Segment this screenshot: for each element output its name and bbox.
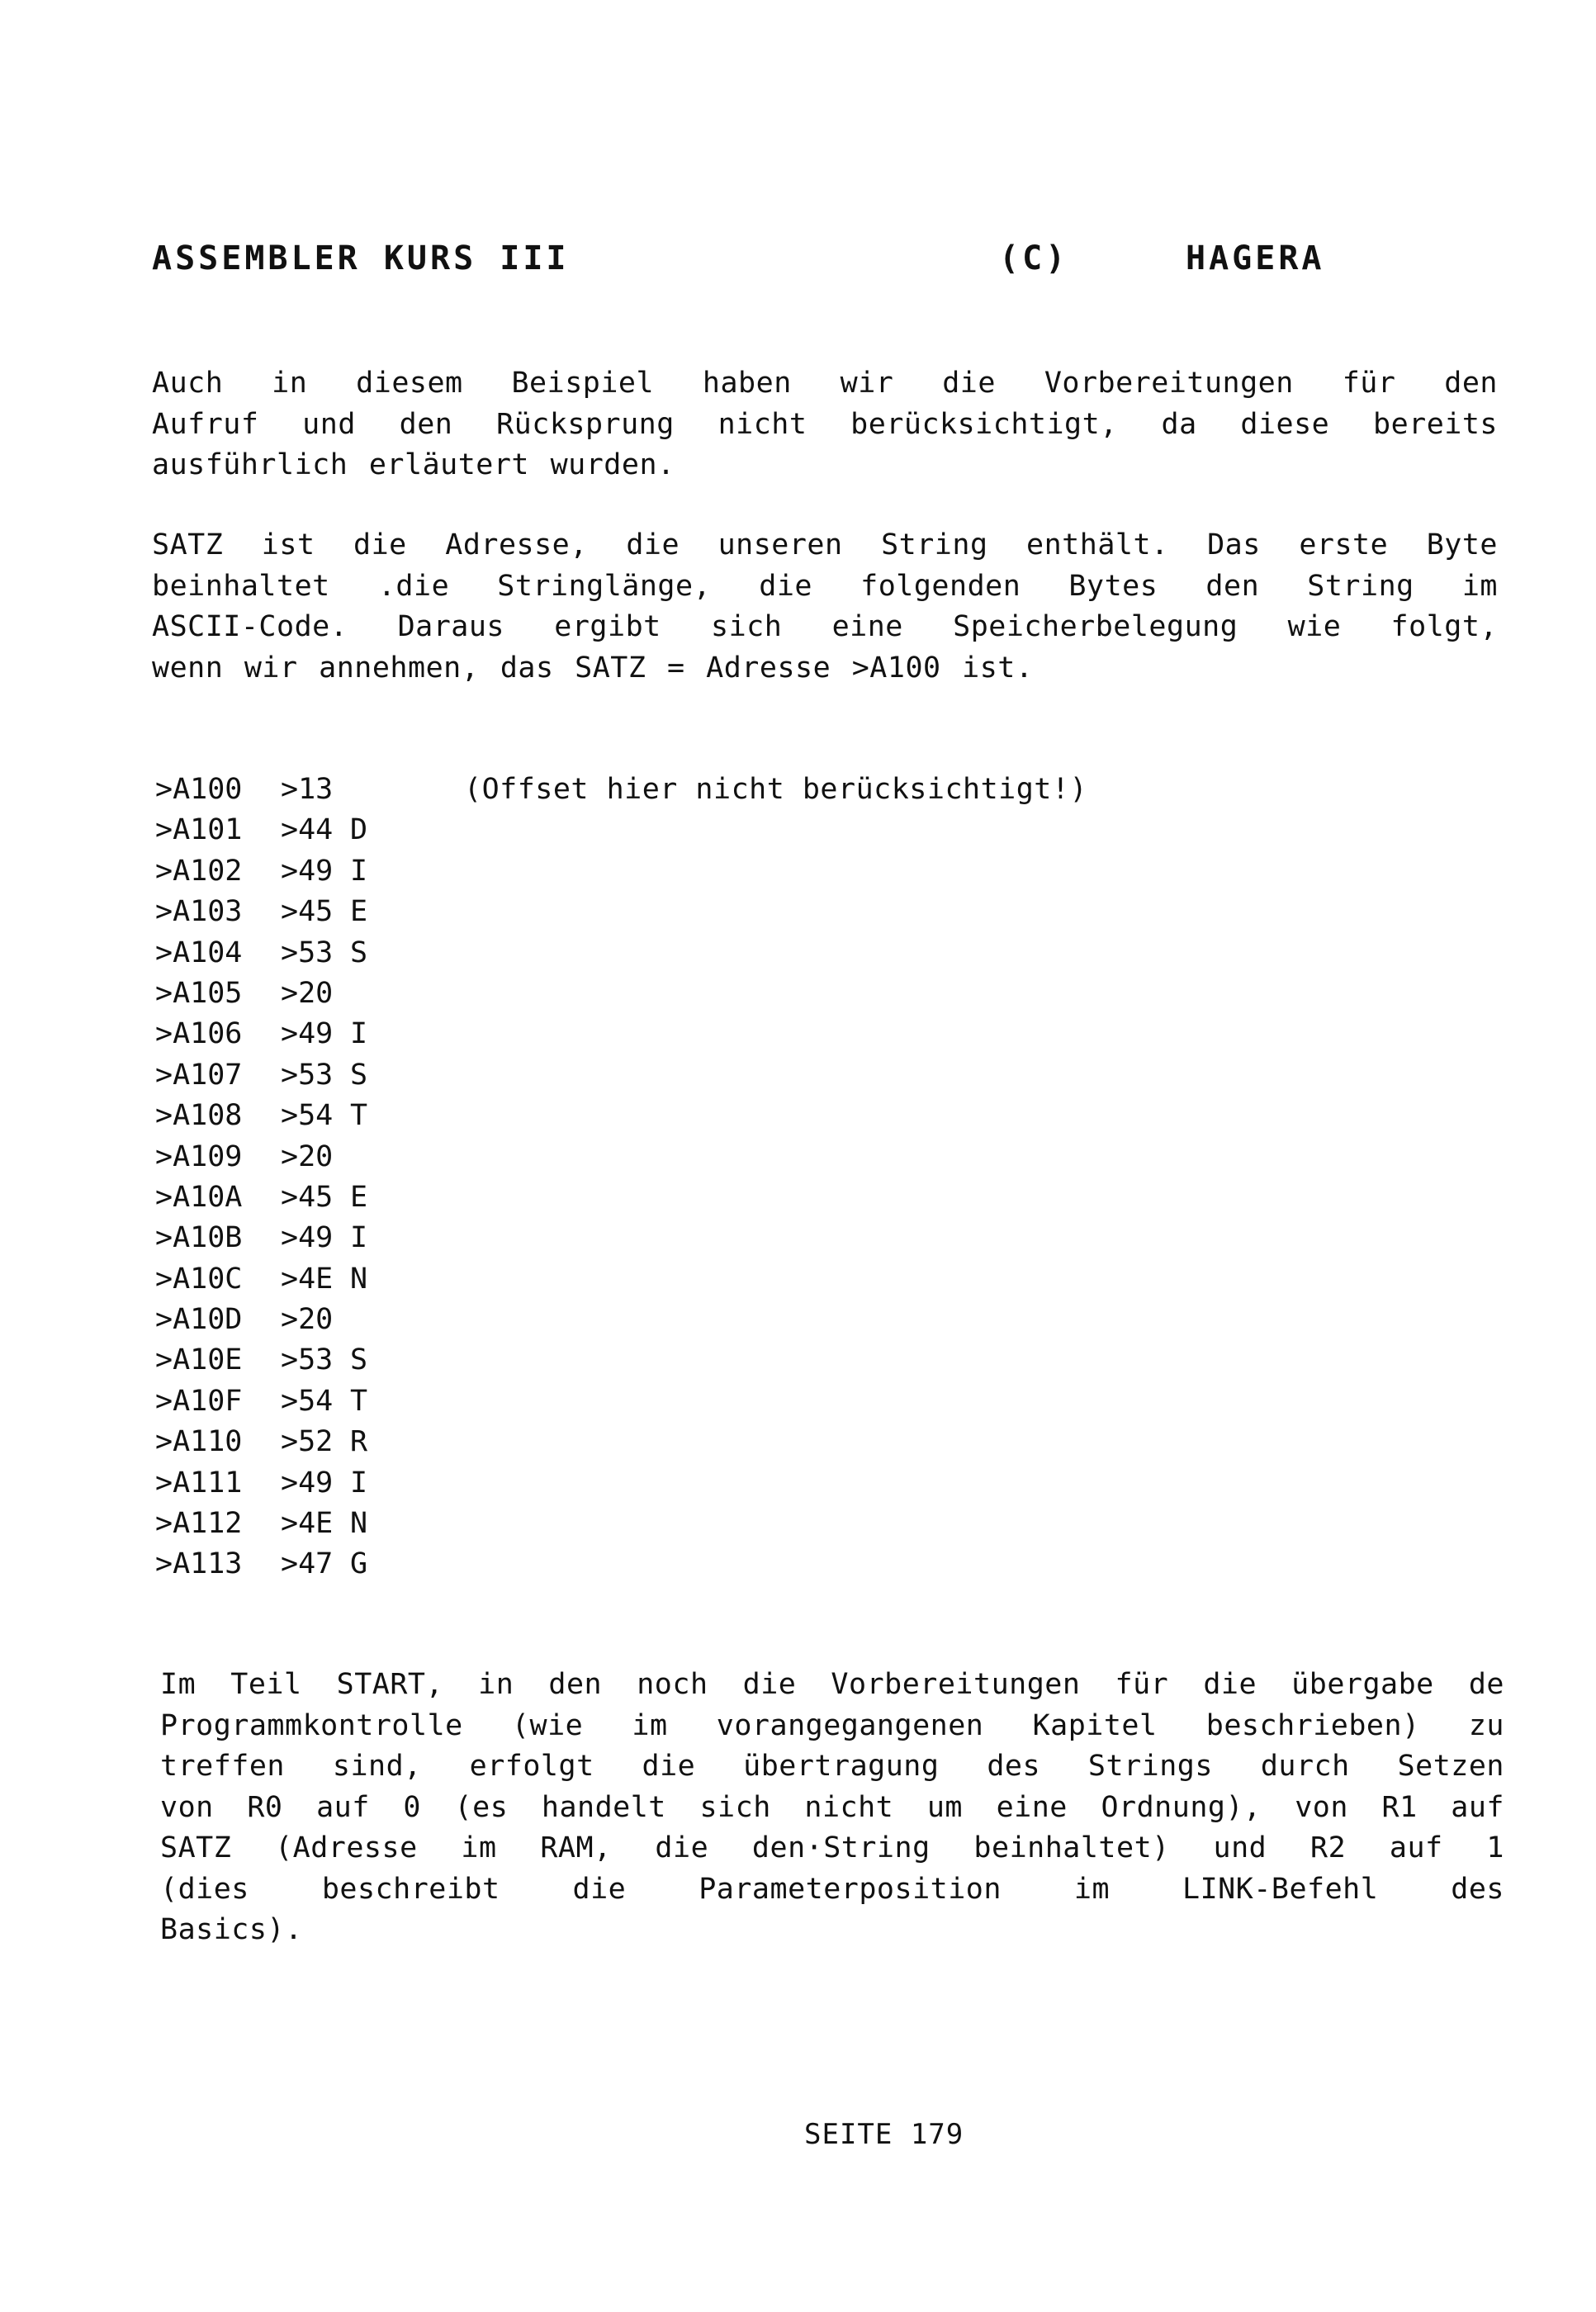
header-author: HAGERA [1186, 239, 1325, 277]
memory-char [350, 1300, 383, 1340]
memory-value: >49 [281, 1017, 334, 1051]
memory-row [155, 1381, 383, 1422]
memory-address: >A10D [155, 1303, 243, 1337]
memory-row [155, 1055, 383, 1096]
text-line: SATZ (Adresse im RAM, die den·String beinhaltet) und R2 auf 1 [160, 1831, 1504, 1864]
memory-row [155, 1300, 383, 1340]
memory-value: >53 [281, 1058, 334, 1092]
memory-value: >49 [281, 1221, 334, 1255]
memory-char: T [350, 1099, 368, 1133]
memory-row [155, 1137, 383, 1177]
memory-value: >45 [281, 1180, 334, 1214]
memory-value: >49 [281, 854, 334, 888]
header-title: ASSEMBLER KURS III [152, 239, 570, 277]
memory-address: >A110 [155, 1425, 243, 1459]
memory-value: >45 [281, 895, 334, 929]
memory-char: G [350, 1547, 368, 1581]
memory-char: E [350, 1180, 368, 1214]
text-line: treffen sind, erfolgt die übertragung des Strings durch Setzen [160, 1750, 1504, 1783]
memory-value: >4E [281, 1507, 334, 1541]
memory-char: R [350, 1425, 368, 1459]
memory-row [155, 933, 383, 974]
memory-address: >A10C [155, 1262, 243, 1296]
memory-address: >A109 [155, 1139, 243, 1173]
memory-value: >52 [281, 1425, 334, 1459]
memory-char: T [350, 1384, 368, 1418]
text-line: Basics). [160, 1913, 303, 1946]
text-line: ausführlich erläutert wurden. [152, 448, 675, 481]
memory-value: >44 [281, 813, 334, 847]
memory-address: >A111 [155, 1466, 243, 1499]
memory-table [155, 770, 383, 1585]
text-line: Aufruf und den Rücksprung nicht berücksichtigt, da diese bereits [152, 407, 1498, 441]
text-line: beinhaltet .die Stringlänge, die folgenden Bytes den String im [152, 569, 1498, 603]
header-copyright: (C) [999, 239, 1069, 277]
start-paragraph [160, 1665, 1504, 1951]
memory-row [155, 892, 383, 932]
memory-row [155, 1177, 383, 1218]
memory-char: S [350, 936, 368, 969]
memory-row [155, 1096, 383, 1136]
memory-row [155, 974, 383, 1014]
memory-char: N [350, 1262, 368, 1296]
page-header [152, 239, 1440, 281]
memory-char: S [350, 1343, 368, 1377]
memory-char: D [350, 813, 368, 847]
offset-note: (Offset hier nicht berücksichtigt!) [464, 773, 1088, 806]
memory-value: >49 [281, 1466, 334, 1499]
text-line: ASCII-Code. Daraus ergibt sich eine Speicherbelegung wie folgt, [152, 610, 1498, 643]
memory-row [155, 1218, 383, 1258]
memory-value: >54 [281, 1099, 334, 1133]
memory-address: >A103 [155, 895, 243, 929]
memory-value: >13 [281, 773, 334, 806]
intro-paragraph [152, 363, 1498, 486]
memory-address: >A113 [155, 1547, 243, 1581]
memory-value: >53 [281, 936, 334, 969]
memory-address: >A112 [155, 1507, 243, 1541]
text-line: Im Teil START, in den noch die Vorbereitungen für die übergabe de [160, 1668, 1504, 1701]
text-line: von R0 auf 0 (es handelt sich nicht um eine Ordnung), von R1 auf [160, 1790, 1504, 1824]
memory-address: >A105 [155, 976, 243, 1010]
memory-char: N [350, 1507, 368, 1541]
satz-paragraph [152, 525, 1498, 689]
memory-value: >4E [281, 1262, 334, 1296]
memory-address: >A10B [155, 1221, 243, 1255]
memory-row [155, 1259, 383, 1300]
memory-row [155, 1504, 383, 1544]
memory-address: >A101 [155, 813, 243, 847]
memory-address: >A100 [155, 773, 243, 806]
memory-char [350, 974, 383, 1014]
memory-value: >47 [281, 1547, 334, 1581]
page-number: SEITE 179 [804, 2118, 964, 2151]
memory-row [155, 851, 383, 892]
memory-row [155, 810, 383, 850]
memory-char [350, 1137, 383, 1177]
memory-row [155, 1463, 383, 1504]
memory-char: I [350, 1466, 368, 1499]
memory-address: >A104 [155, 936, 243, 969]
memory-address: >A106 [155, 1017, 243, 1051]
memory-address: >A10F [155, 1384, 243, 1418]
memory-address: >A10A [155, 1180, 243, 1214]
text-line: Auch in diesem Beispiel haben wir die Vorbereitungen für den [152, 367, 1498, 400]
text-line: Programmkontrolle (wie im vorangegangenen Kapitel beschrieben) zu [160, 1708, 1504, 1742]
memory-address: >A107 [155, 1058, 243, 1092]
text-line: (dies beschreibt die Parameterposition im LINK-Befehl des [160, 1872, 1504, 1906]
memory-value: >20 [281, 976, 334, 1010]
memory-address: >A108 [155, 1099, 243, 1133]
memory-address: >A10E [155, 1343, 243, 1377]
memory-address: >A102 [155, 854, 243, 888]
memory-char: E [350, 895, 368, 929]
memory-value: >20 [281, 1303, 334, 1337]
memory-char: I [350, 854, 368, 888]
memory-value: >53 [281, 1343, 334, 1377]
memory-row [155, 1422, 383, 1462]
memory-char: S [350, 1058, 368, 1092]
memory-row [155, 770, 383, 810]
memory-char [350, 770, 383, 810]
memory-char: I [350, 1017, 368, 1051]
text-line: wenn wir annehmen, das SATZ = Adresse >A100 ist. [152, 651, 1034, 685]
memory-value: >20 [281, 1139, 334, 1173]
memory-row [155, 1014, 383, 1054]
memory-row [155, 1544, 383, 1585]
memory-row [155, 1340, 383, 1381]
text-line: SATZ ist die Adresse, die unseren String enthält. Das erste Byte [152, 528, 1498, 561]
memory-char: I [350, 1221, 368, 1255]
memory-value: >54 [281, 1384, 334, 1418]
